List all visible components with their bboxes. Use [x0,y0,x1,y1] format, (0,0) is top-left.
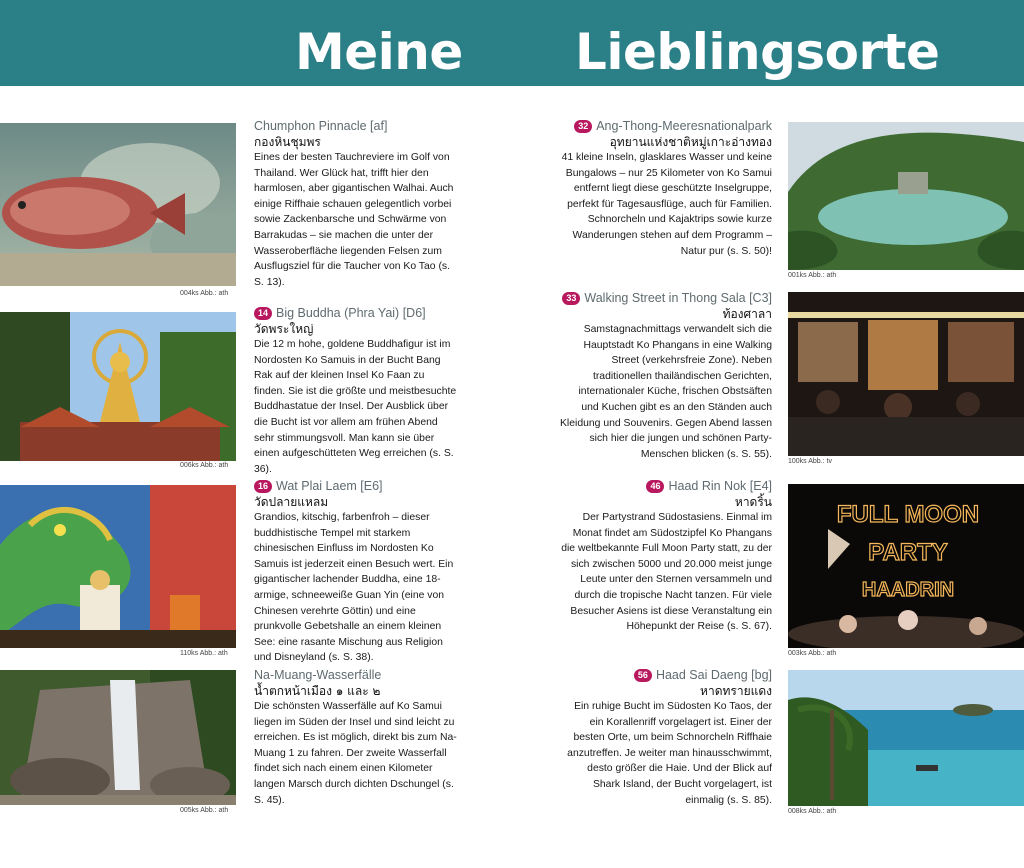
entry-thai-name: น้ำตกหน้าเมือง ๑ และ ๒ [254,684,381,698]
entry-thai-name: ท้องศาลา [722,307,772,321]
photo-night-market [788,292,1024,456]
header-banner [0,0,1024,86]
page-title-word-2: Lieblingsorte [575,23,940,81]
entry-haad-sai-daeng [560,667,772,808]
entry-title: Big Buddha (Phra Yai) [D6] [276,306,426,320]
sign-line-1: FULL MOON [836,501,980,528]
entry-text: Der Partystrand Südostasiens. Einmal im Monat findet am Südostzipfel Ko Phangans die weltbekannte Full Moon Party statt, zu der sich zwischen 5000 und 20.000 meist junge Leute unter den Sternen versammeln und durch die tropische Nacht tanzen. Für viele Besucher Asiens ist diese Veranstaltung ein Höhepunkt der Reise (s. S. 67). [561,512,772,633]
entry-title: Haad Sai Daeng [bg] [655,668,772,682]
entry-thai-name: วัดพระใหญ่ [254,322,314,336]
photo-lagoon [788,122,1024,270]
photo-waterfall [0,670,236,805]
entry-text: 41 kleine Inseln, glasklares Wasser und keine Bungalows – nur 25 Kilometer von Ko Samui entfernt liegt diese geschützte Inselgruppe, perfekt für Tagesausflüge, auch für Familien. Schnorcheln und Kajaktrips sowie kurze Wanderungen stehen auf dem Programm – Natur pur (s. S. 50)! [561,152,772,257]
entry-thai-name: กองหินชุมพร [254,135,321,149]
entry-number-badge: 16 [254,480,272,493]
entry-thai-name: หาดทรายแดง [700,684,772,698]
entry-haad-rin-nok [560,478,772,635]
entry-title: Wat Plai Laem [E6] [276,479,383,493]
entry-thai-name: วัดปลายแหลม [254,495,329,509]
entry-text: Samstagnachmittags verwandelt sich die Hauptstadt Ko Phangans in eine Walking Street (verkehrsfreie Zone). Neben traditionellen thailändischen Gerichten, internationaler Küche, frischen Obstsäften und Kuchen gibt es an den Ständen auch Kleidung und Souvenirs. Gegen Abend lassen sich hier die jungen und schönen Party-Menschen blicken (s. S. 55). [560,324,773,460]
entry-number-badge: 14 [254,307,272,320]
entry-title: Chumphon Pinnacle [af] [254,119,388,133]
entry-title: Walking Street in Thong Sala [C3] [584,291,772,305]
entry-text: Die schönsten Wasserfälle auf Ko Samui liegen im Süden der Insel und sind leicht zu erreichen. Es ist möglich, direkt bis zum Na-Muang 1 zu fahren. Der zweite Wasserfall findet sich nach einem einen Kilometer langen Marsch durch dichten Dschungel (s. S. 45). [254,701,457,806]
photo-credit: 001ks Abb.: ath [788,272,837,279]
entry-number-badge: 33 [562,292,580,305]
entry-number-badge: 46 [646,480,664,493]
sign-line-3: HAADRIN [861,579,955,601]
photo-credit: 003ks Abb.: ath [788,650,837,657]
page-title-word-1: Meine [295,23,463,81]
photo-credit: 110ks Abb.: ath [180,650,228,657]
photo-palm-bay [788,670,1024,806]
photo-temple-dragon [0,485,236,648]
entry-ang-thong-park [560,118,772,259]
photo-credit: 008ks Abb.: ath [788,808,837,815]
entry-number-badge: 32 [574,120,592,133]
entry-text: Grandios, kitschig, farbenfroh – dieser buddhistische Tempel mit starkem chinesischen Einfluss im Nordosten Ko Samuis ist jederzeit einen Besuch wert. Ein gigantischer lachender Buddha, eine 18-armige, schneeweiße Guan Yin (eine von Chinesen verehrte Göttin) und eine prunkvolle Gebetshalle an einem kleinen See: eine rasante Mischung aus Religion und Disneyland (s. S. 38). [254,512,454,664]
entry-title: Haad Rin Nok [E4] [668,479,772,493]
entry-title: Ang-Thong-Meeresnationalpark [596,119,772,133]
entry-number-badge: 56 [634,669,652,682]
entry-text: Ein ruhige Bucht im Südosten Ko Taos, der ein Korallenriff vorgelagert ist. Einer der besten Orte, um beim Schnorcheln Riffhaie anzutreffen. Je weiter man hinausschwimmt, desto größer die Haie. Und der Blick auf Shark Island, der Bucht vorgelagert, ist einmalig (s. S. 85). [567,701,772,806]
photo-golden-buddha [0,312,236,461]
photo-full-moon-party [788,484,1024,648]
entry-thai-name: หาดริ้น [734,495,772,509]
sign-line-2: PARTY [868,539,948,566]
photo-grouper-fish [0,123,236,286]
entry-big-buddha [254,305,458,477]
entry-walking-street [560,290,772,462]
entry-chumphon-pinnacle [254,118,458,290]
entry-wat-plai-laem [254,478,458,666]
photo-credit: 100ks Abb.: tv [788,458,832,465]
entry-title: Na-Muang-Wasserfälle [254,668,382,682]
photo-credit: 005ks Abb.: ath [180,807,229,814]
entry-na-muang-waterfalls [254,667,458,808]
photo-credit: 004ks Abb.: ath [180,290,229,297]
entry-text: Die 12 m hohe, goldene Buddhafigur ist im Nordosten Ko Samuis in der Bucht Bang Rak auf der kleinen Insel Ko Faan zu finden. Sie ist die größte und meistbesuchte Buddhastatue der Insel. Der Ausblick über die Bucht ist vor allem am frühen Abend sehr stimmungsvoll. Man kann sie über einen aufgeschütteten Weg erreichen (s. S. 36). [254,339,457,475]
entry-text: Eines der besten Tauchreviere im Golf von Thailand. Wer Glück hat, trifft hier den harmlosen, aber gigantischen Walhai. Auch einige Riffhaie schauen gelegentlich vorbei sowie Zackenbarsche und Schwärme von Barrakudas – sie machen die unter der Wasseroberfläche liegenden Felsen zum Ausflugsziel für die Taucher von Ko Tao (s. S. 13). [254,152,454,288]
photo-credit: 006ks Abb.: ath [180,462,229,469]
entry-thai-name: อุทยานแห่งชาติหมู่เกาะอ่างทอง [609,135,772,149]
